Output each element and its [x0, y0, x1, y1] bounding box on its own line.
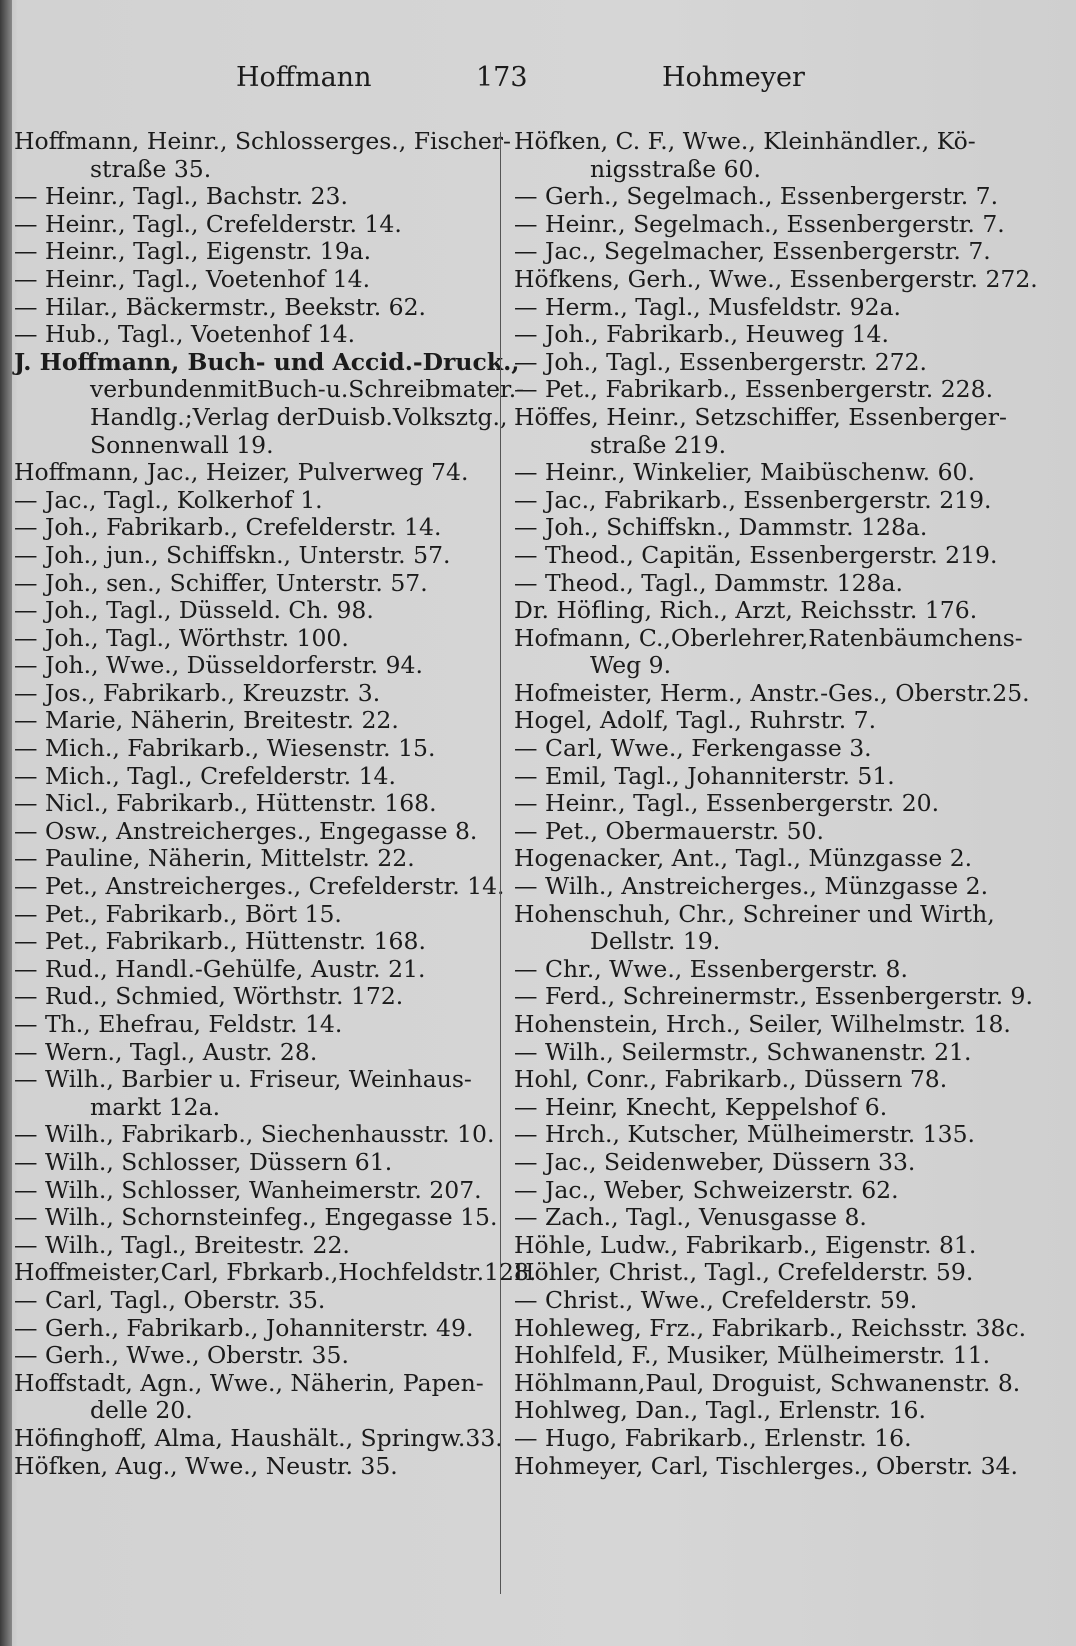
directory-entry: — Pet., Anstreicherges., Crefelderstr. 14. [14, 872, 505, 901]
directory-entry: Höfkens, Gerh., Wwe., Essenbergerstr. 272. [514, 264, 1038, 293]
entry-continuation: delle 20. [90, 1396, 193, 1425]
directory-entry: Höfken, C. F., Wwe., Kleinhändler., Kö- [514, 127, 976, 155]
directory-entry: — Heinr., Tagl., Bachstr. 23. [14, 182, 348, 211]
directory-entry: — Wilh., Schlosser, Düssern 61. [14, 1147, 393, 1176]
directory-entry: — Hrch., Kutscher, Mülheimerstr. 135. [514, 1120, 975, 1149]
directory-entry: Hohenschuh, Chr., Schreiner und Wirth, [514, 899, 995, 928]
directory-entry: — Pet., Fabrikarb., Hüttenstr. 168. [14, 927, 426, 956]
directory-entry: Höhle, Ludw., Fabrikarb., Eigenstr. 81. [514, 1230, 977, 1259]
directory-entry: Hoffmann, Jac., Heizer, Pulverweg 74. [14, 458, 469, 487]
directory-entry: — Pet., Fabrikarb., Essenbergerstr. 228. [514, 375, 994, 404]
directory-entry: — Mich., Fabrikarb., Wiesenstr. 15. [14, 734, 436, 763]
directory-entry: Hofmann, C.,Oberlehrer,Ratenbäumchens- [514, 623, 1023, 652]
directory-entry: Höfinghoff, Alma, Haushält., Springw.33. [14, 1423, 503, 1452]
directory-entry: — Jac., Segelmacher, Essenbergerstr. 7. [514, 237, 991, 266]
book-spine-edge [0, 0, 12, 1646]
directory-entry: — Theod., Tagl., Dammstr. 128a. [514, 568, 903, 597]
directory-entry: Hohlweg, Dan., Tagl., Erlenstr. 16. [514, 1396, 926, 1425]
directory-entry: Höffes, Heinr., Setzschiffer, Essenberger- [514, 402, 1007, 431]
directory-entry: — Mich., Tagl., Crefelderstr. 14. [14, 761, 396, 790]
directory-entry: — Wern., Tagl., Austr. 28. [14, 1037, 318, 1066]
entry-continuation: Weg 9. [590, 651, 672, 680]
directory-entry: — Jos., Fabrikarb., Kreuzstr. 3. [14, 678, 381, 707]
directory-entry: — Wilh., Schlosser, Wanheimerstr. 207. [14, 1175, 482, 1204]
right-column [514, 127, 1038, 1480]
entry-continuation: nigsstraße 60. [590, 154, 761, 183]
directory-entry: — Zach., Tagl., Venusgasse 8. [514, 1203, 867, 1232]
header-left-keyword: Hoffmann [236, 62, 372, 93]
directory-entry: — Chr., Wwe., Essenbergerstr. 8. [514, 954, 908, 983]
directory-entry: — Wilh., Anstreicherges., Münzgasse 2. [514, 872, 989, 901]
directory-entry: J. Hoffmann, Buch- und Accid.-Druck., [14, 347, 520, 376]
directory-entry: — Joh., jun., Schiffskn., Unterstr. 57. [14, 540, 451, 569]
directory-entry: — Jac., Fabrikarb., Essenbergerstr. 219. [514, 485, 992, 514]
directory-entry: — Carl, Wwe., Ferkengasse 3. [514, 734, 872, 763]
directory-entry: — Heinr., Tagl., Eigenstr. 19a. [14, 237, 372, 266]
directory-entry: Hoffstadt, Agn., Wwe., Näherin, Papen- [14, 1368, 484, 1397]
directory-entry: — Wilh., Seilermstr., Schwanenstr. 21. [514, 1037, 972, 1066]
directory-entry: — Heinr., Tagl., Essenbergerstr. 20. [514, 789, 940, 818]
page-number: 173 [476, 62, 528, 93]
directory-entry: — Joh., Tagl., Wörthstr. 100. [14, 623, 349, 652]
directory-entry: — Joh., Fabrikarb., Heuweg 14. [514, 320, 889, 349]
directory-entry: — Gerh., Segelmach., Essenbergerstr. 7. [514, 182, 999, 211]
directory-entry: — Jac., Seidenweber, Düssern 33. [514, 1147, 916, 1176]
directory-entry: — Wilh., Tagl., Breitestr. 22. [14, 1230, 350, 1259]
directory-entry: — Pet., Obermauerstr. 50. [514, 816, 824, 845]
directory-entry: — Nicl., Fabrikarb., Hüttenstr. 168. [14, 789, 437, 818]
directory-entry: — Wilh., Schornsteinfeg., Engegasse 15. [14, 1203, 498, 1232]
directory-entry: Hoffmann, Heinr., Schlosserges., Fischer- [14, 127, 511, 155]
directory-entry: Höhlmann,Paul, Droguist, Schwanenstr. 8. [514, 1368, 1021, 1397]
directory-entry: — Hugo, Fabrikarb., Erlenstr. 16. [514, 1423, 912, 1452]
directory-entry: — Heinr., Tagl., Voetenhof 14. [14, 264, 371, 293]
directory-entry: Höhler, Christ., Tagl., Crefelderstr. 59. [514, 1258, 974, 1287]
directory-entry: — Heinr., Segelmach., Essenbergerstr. 7. [514, 209, 1005, 238]
directory-entry: — Heinr., Tagl., Crefelderstr. 14. [14, 209, 402, 238]
directory-entry: Hoffmeister,Carl, Fbrkarb.,Hochfeldstr.128. [14, 1258, 537, 1287]
directory-entry: — Osw., Anstreicherges., Engegasse 8. [14, 816, 478, 845]
directory-entry: — Pauline, Näherin, Mittelstr. 22. [14, 844, 415, 873]
directory-entry: Hohenstein, Hrch., Seiler, Wilhelmstr. 18. [514, 1010, 1011, 1038]
directory-entry: Hohlfeld, F., Musiker, Mülheimerstr. 11. [514, 1341, 991, 1370]
column-divider [500, 132, 501, 1594]
page-header [0, 62, 1076, 106]
directory-entry: — Gerh., Fabrikarb., Johanniterstr. 49. [14, 1313, 474, 1342]
directory-entry: — Herm., Tagl., Musfeldstr. 92a. [514, 292, 902, 321]
directory-entry: — Gerh., Wwe., Oberstr. 35. [14, 1341, 349, 1370]
entry-continuation: Handlg.;Verlag derDuisb.Volksztg., [90, 402, 508, 431]
directory-entry: — Hub., Tagl., Voetenhof 14. [14, 320, 356, 349]
directory-entry: — Joh., Schiffskn., Dammstr. 128a. [514, 513, 928, 542]
directory-entry: — Jac., Weber, Schweizerstr. 62. [514, 1175, 899, 1204]
directory-entry: — Joh., Wwe., Düsseldorferstr. 94. [14, 651, 423, 680]
directory-entry: — Wilh., Fabrikarb., Siechenhausstr. 10. [14, 1120, 495, 1149]
entry-continuation: Dellstr. 19. [590, 927, 721, 956]
directory-entry: — Theod., Capitän, Essenbergerstr. 219. [514, 540, 998, 569]
directory-entry: — Joh., Tagl., Essenbergerstr. 272. [514, 347, 928, 376]
directory-entry: — Hilar., Bäckermstr., Beekstr. 62. [14, 292, 427, 321]
entry-continuation: straße 35. [90, 154, 212, 183]
directory-entry: Hofmeister, Herm., Anstr.-Ges., Oberstr.25. [514, 678, 1030, 707]
entry-continuation: straße 219. [590, 430, 727, 459]
directory-entry: — Rud., Schmied, Wörthstr. 172. [14, 982, 404, 1011]
directory-entry: — Joh., Fabrikarb., Crefelderstr. 14. [14, 513, 442, 542]
directory-entry: — Heinr, Knecht, Keppelshof 6. [514, 1092, 888, 1121]
directory-entry: — Carl, Tagl., Oberstr. 35. [14, 1285, 326, 1314]
entry-continuation: markt 12a. [90, 1092, 221, 1121]
directory-entry: Hogel, Adolf, Tagl., Ruhrstr. 7. [514, 706, 877, 735]
directory-entry: — Marie, Näherin, Breitestr. 22. [14, 706, 399, 735]
directory-entry: — Pet., Fabrikarb., Bört 15. [14, 899, 342, 928]
left-column [14, 127, 537, 1480]
directory-entry: Höfken, Aug., Wwe., Neustr. 35. [14, 1451, 398, 1480]
directory-entry: Hogenacker, Ant., Tagl., Münzgasse 2. [514, 844, 973, 873]
directory-entry: — Ferd., Schreinermstr., Essenbergerstr. 9. [514, 982, 1033, 1011]
directory-entry: — Wilh., Barbier u. Friseur, Weinhaus- [14, 1065, 472, 1094]
directory-entry: — Th., Ehefrau, Feldstr. 14. [14, 1010, 343, 1038]
directory-entry: — Jac., Tagl., Kolkerhof 1. [14, 485, 323, 514]
directory-entry: Dr. Höfling, Rich., Arzt, Reichsstr. 176. [514, 596, 978, 625]
directory-entry: Hohleweg, Frz., Fabrikarb., Reichsstr. 38c. [514, 1313, 1027, 1342]
directory-entry: — Emil, Tagl., Johanniterstr. 51. [514, 761, 895, 790]
entry-continuation: Sonnenwall 19. [90, 430, 274, 459]
directory-entry: — Joh., sen., Schiffer, Unterstr. 57. [14, 568, 428, 597]
directory-entry: Hohmeyer, Carl, Tischlerges., Oberstr. 34. [514, 1451, 1018, 1480]
directory-entry: Hohl, Conr., Fabrikarb., Düssern 78. [514, 1065, 948, 1094]
directory-entry: — Rud., Handl.-Gehülfe, Austr. 21. [14, 954, 426, 983]
directory-entry: — Heinr., Winkelier, Maibüschenw. 60. [514, 458, 975, 487]
directory-entry: — Joh., Tagl., Düsseld. Ch. 98. [14, 596, 374, 625]
directory-entry: — Christ., Wwe., Crefelderstr. 59. [514, 1285, 918, 1314]
header-right-keyword: Hohmeyer [662, 62, 805, 93]
entry-continuation: verbundenmitBuch-u.Schreibmater.- [90, 375, 525, 404]
